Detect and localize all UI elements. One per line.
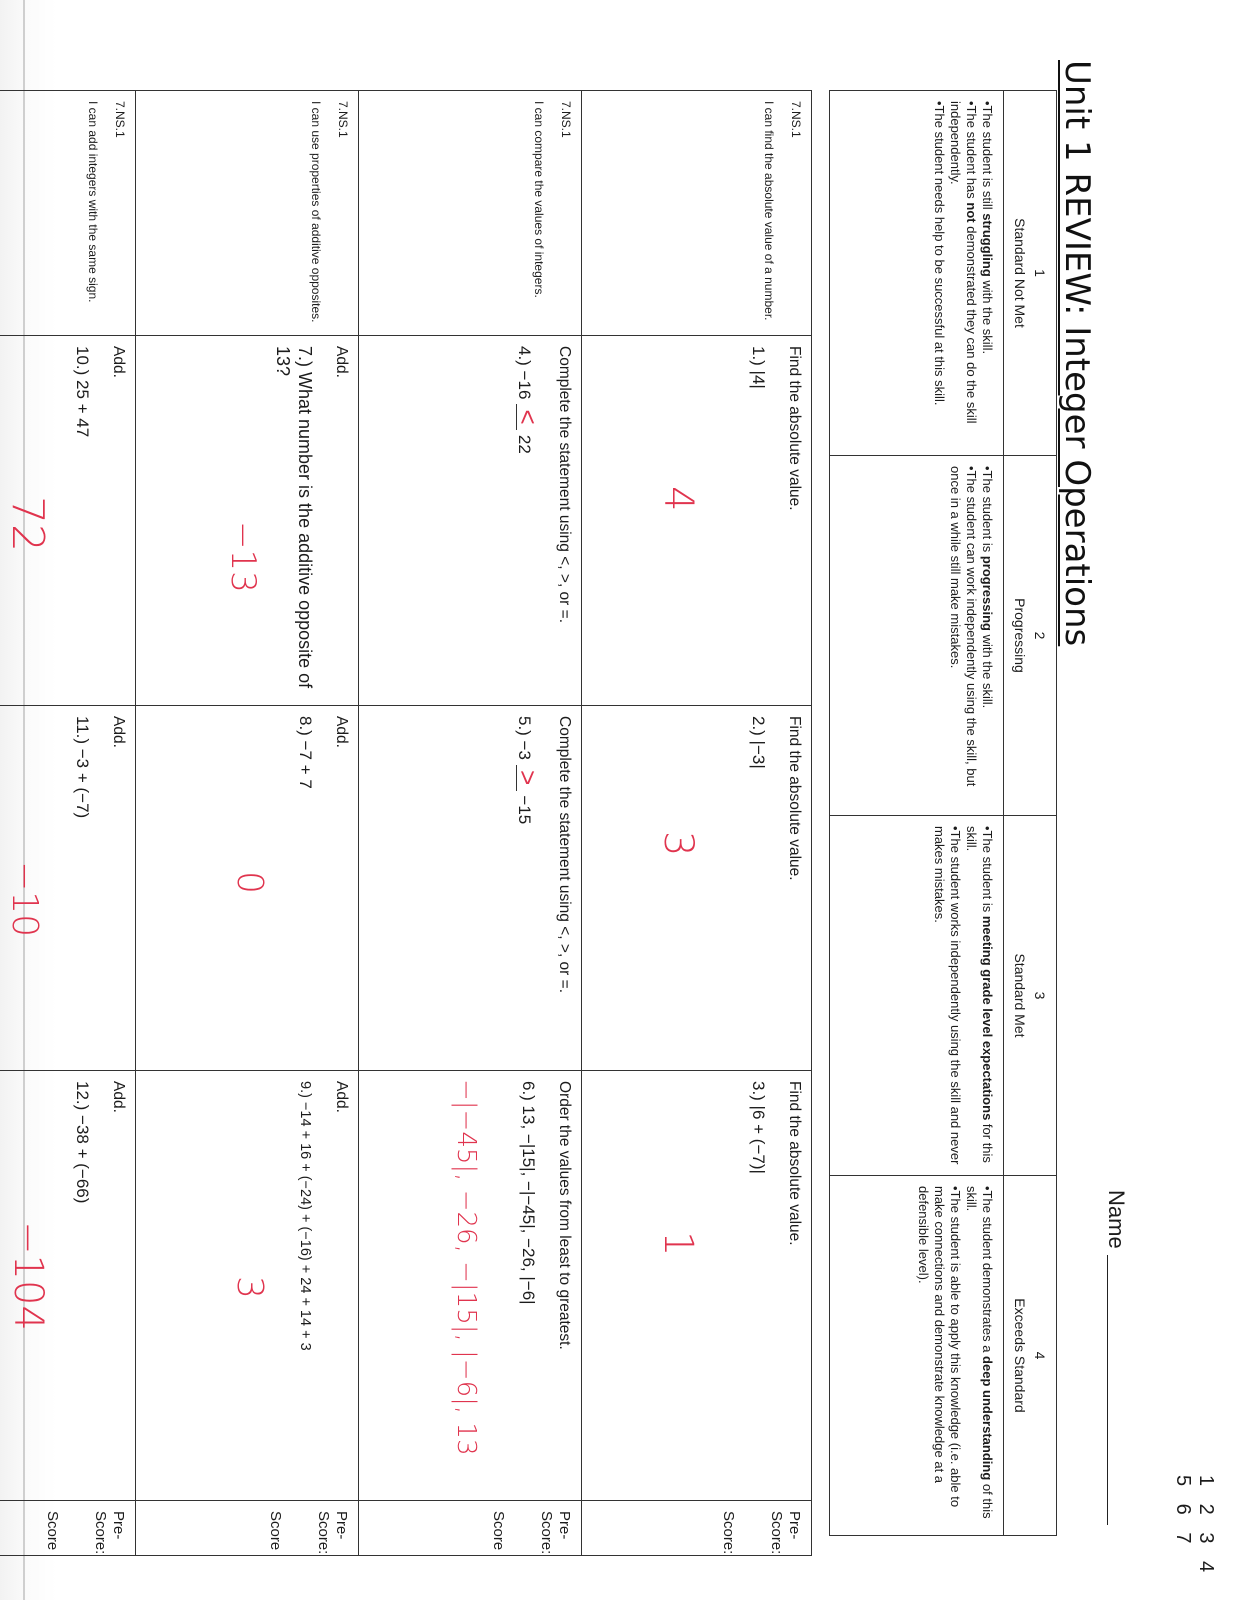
rubric-level-1: 1 Standard Not Met bbox=[1004, 91, 1057, 456]
problem-12: Add. 12.) −38 + (−66) −104 bbox=[0, 1071, 136, 1501]
handwritten-answer: −13 bbox=[223, 521, 263, 593]
page-title: Unit 1 REVIEW: Integer Operations bbox=[1057, 60, 1097, 647]
standard-cell: 7.NS.1 I can use properties of additive opposites. bbox=[136, 91, 359, 336]
problem-row-2 bbox=[359, 91, 582, 1556]
problem-9: Add. 9.) −14 + 16 + (−24) + (−16) + 24 + 14 + 3 3 bbox=[136, 1071, 359, 1501]
name-blank bbox=[1107, 1255, 1108, 1525]
score-cell: Pre-Score: Score bbox=[0, 1501, 136, 1556]
rubric-table bbox=[829, 90, 1057, 1536]
problem-4: Complete the statement using <, >, or =. 4.) −16 < 22 bbox=[359, 336, 582, 706]
score-cell: Pre-Score: Score bbox=[359, 1501, 582, 1556]
handwritten-comparison: > bbox=[516, 765, 539, 791]
rubric-level-4: 4 Exceeds Standard bbox=[1004, 1176, 1057, 1536]
problem-5: Complete the statement using <, >, or =. 5.) −3 > −15 bbox=[359, 706, 582, 1071]
rubric-desc-3: •The student is meeting grade level expectations for this skill. •The student works independently using the skill and never makes mistakes. bbox=[830, 816, 1004, 1176]
rubric-desc-1: •The student is still struggling with the skill. •The student has not demonstrated they can do the skill independently. •The student needs help to be successful at this skill. bbox=[830, 91, 1004, 456]
name-line bbox=[1103, 1190, 1129, 1525]
handwritten-answer: 0 bbox=[229, 871, 270, 894]
corner-numbers: 1 2 3 4 5 6 7 bbox=[1172, 1475, 1217, 1579]
handwritten-answer: −10 bbox=[4, 861, 45, 937]
problems-table bbox=[0, 90, 812, 1556]
standard-cell: 7.NS.1 I can add integers with the same sign. bbox=[0, 91, 136, 336]
rubric-level-2: 2 Progressing bbox=[1004, 456, 1057, 816]
score-cell: Pre-Score: Score: bbox=[582, 1501, 812, 1556]
rubric-desc-row bbox=[830, 91, 1004, 1536]
handwritten-answer: 3 bbox=[229, 1276, 270, 1299]
problem-8: Add. 8.) −7 + 7 0 bbox=[136, 706, 359, 1071]
rubric-desc-4: •The student demonstrates a deep understanding of this skill. •The student is able to apply this knowledge (i.e. able to make connections and demonstrate knowledge at a defensible level). bbox=[830, 1176, 1004, 1536]
problem-row-4 bbox=[0, 91, 136, 1556]
handwritten-comparison: < bbox=[516, 404, 539, 430]
name-label: Name bbox=[1104, 1190, 1129, 1249]
handwritten-answer: −104 bbox=[5, 1221, 51, 1331]
problem-row-1 bbox=[582, 91, 812, 1556]
handwritten-answer: 1 bbox=[655, 1231, 701, 1257]
standard-cell: 7.NS.1 I can find the absolute value of a number. bbox=[582, 91, 812, 336]
problem-1: Find the absolute value. 1.) |4| 4 bbox=[582, 336, 812, 706]
handwritten-answer: 4 bbox=[655, 486, 701, 512]
rubric-header-row bbox=[1004, 91, 1057, 1536]
problem-10: Add. 10.) 25 + 47 72 bbox=[0, 336, 136, 706]
standard-cell: 7.NS.1 I can compare the values of integers. bbox=[359, 91, 582, 336]
rubric-desc-2: •The student is progressing with the skill. •The student can work independently using the skill, but once in a while still make mistakes. bbox=[830, 456, 1004, 816]
problem-row-3 bbox=[136, 91, 359, 1556]
problem-7: Add. 7.) What number is the additive opposite of 13? −13 bbox=[136, 336, 359, 706]
rubric-level-3: 3 Standard Met bbox=[1004, 816, 1057, 1176]
handwritten-answer: 72 bbox=[2, 496, 53, 552]
problem-6: Order the values from least to greatest. 6.) 13, −|15|, −|−45|, −26, |−6| −|−45|, −26, −|15|, |−6|, 13 bbox=[359, 1071, 582, 1501]
problem-2: Find the absolute value. 2.) |−3| 3 bbox=[582, 706, 812, 1071]
handwritten-answer: −|−45|, −26, −|15|, |−6|, 13 bbox=[451, 1079, 481, 1456]
problem-3: Find the absolute value. 3.) |6 + (−7)| 1 bbox=[582, 1071, 812, 1501]
score-cell: Pre-Score: Score bbox=[136, 1501, 359, 1556]
handwritten-answer: 3 bbox=[655, 831, 701, 857]
problem-11: Add. 11.) −3 + (−7) −10 bbox=[0, 706, 136, 1071]
